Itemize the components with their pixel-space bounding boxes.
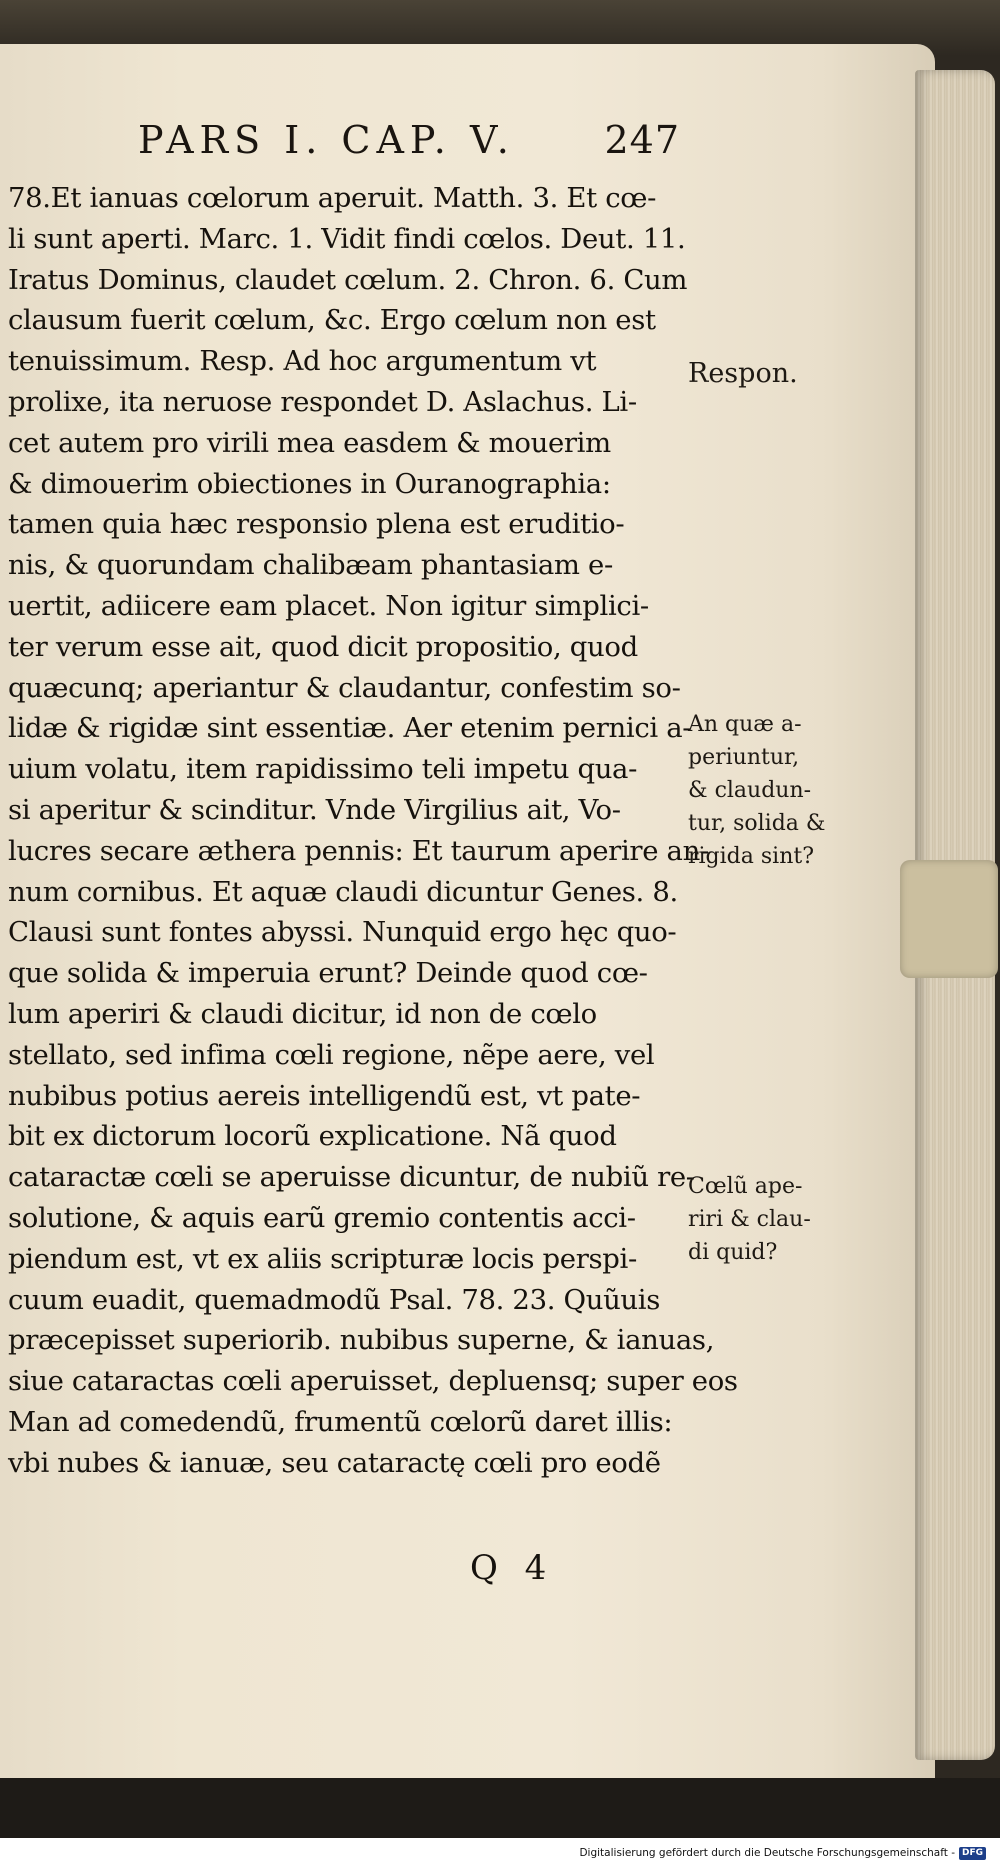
margin-note-aperiantur-4: tur, solida & [688, 811, 826, 836]
margin-note-respon: Respon. [688, 358, 798, 389]
text-line: bit ex dictorum locorũ explicatione. Nã quod [8, 1120, 617, 1153]
scan-bottom-band [0, 1778, 1000, 1838]
text-line: siue cataractas cœli aperuisset, depluensq; super eos [8, 1365, 738, 1398]
text-line: lucres secare æthera pennis: Et taurum aperire an- [8, 834, 709, 867]
text-line: Clausi sunt fontes abyssi. Nunquid ergo hęc quo- [8, 916, 677, 949]
margin-note-coelum-1: Cœlũ ape- [688, 1174, 803, 1199]
margin-note-coelum-3: di quid? [688, 1240, 778, 1265]
text-line: nubibus potius aereis intelligendũ est, vt pate- [8, 1079, 641, 1112]
margin-note-aperiantur-2: periuntur, [688, 745, 800, 770]
margin-note-aperiantur-1: An quæ a- [688, 712, 802, 737]
text-line: cataractæ cœli se aperuisse dicuntur, de nubiũ re- [8, 1161, 695, 1194]
text-line: præcepisset superiorib. nubibus superne, & ianuas, [8, 1324, 715, 1357]
text-line: piendum est, vt ex aliis scripturæ locis perspi- [8, 1242, 637, 1275]
text-line: Man ad comedendũ, frumentũ cœlorũ daret illis: [8, 1405, 673, 1438]
running-head: PARS I. CAP. V. [138, 118, 515, 162]
page-number: 247 [604, 118, 680, 162]
text-line: stellato, sed infima cœli regione, nẽpe aere, vel [8, 1038, 655, 1071]
text-line: nis, & quorundam chalibæam phantasiam e- [8, 549, 613, 582]
text-line: uium volatu, item rapidissimo teli impetu qua- [8, 753, 638, 786]
signature-mark: Q 4 [470, 1548, 555, 1588]
text-line: Iratus Dominus, claudet cœlum. 2. Chron. 6. Cum [8, 263, 688, 296]
text-line: clausum fuerit cœlum, &c. Ergo cœlum non est [8, 304, 656, 337]
page-header [120, 118, 680, 174]
margin-note-aperiantur-3: & claudun- [688, 778, 812, 803]
text-line: lum aperiri & claudi dicitur, id non de cœlo [8, 997, 597, 1030]
text-line: tenuissimum. Resp. Ad hoc argumentum vt [8, 345, 597, 378]
text-line: prolixe, ita neruose respondet D. Aslachus. Li- [8, 385, 637, 418]
margin-note-coelum-2: riri & clau- [688, 1207, 811, 1232]
text-line: quæcunq; aperiantur & claudantur, confestim so- [8, 671, 681, 704]
text-line: tamen quia hæc responsio plena est eruditio- [8, 508, 625, 541]
margin-note-aperiantur-5: rigida sint? [688, 844, 814, 869]
text-line: si aperitur & scinditur. Vnde Virgilius ait, Vo- [8, 793, 621, 826]
page-clip [900, 860, 998, 978]
text-line: que solida & imperuia erunt? Deinde quod cœ- [8, 957, 648, 990]
text-line: num cornibus. Et aquæ claudi dicuntur Genes. 8. [8, 875, 678, 908]
text-line: 78.Et ianuas cœlorum aperuit. Matth. 3. Et cœ- [8, 182, 657, 214]
text-line: uertit, adiicere eam placet. Non igitur simplici- [8, 589, 649, 622]
text-line: cuum euadit, quemadmodũ Psal. 78. 23. Quũuis [8, 1283, 660, 1316]
text-line: solutione, & aquis earũ gremio contentis acci- [8, 1201, 636, 1234]
text-line: ter verum esse ait, quod dicit propositio, quod [8, 630, 638, 663]
digitization-credit [575, 1843, 990, 1863]
dfg-logo-icon: DFG [959, 1847, 986, 1860]
text-line: vbi nubes & ianuæ, seu cataractę cœli pro eodẽ [8, 1446, 661, 1479]
text-line: lidæ & rigidæ sint essentiæ. Aer etenim pernici a- [8, 712, 692, 745]
text-line: & dimouerim obiectiones in Ouranographia: [8, 467, 611, 500]
credit-text: Digitalisierung gefördert durch die Deutsche Forschungsgemeinschaft - [579, 1847, 955, 1859]
text-line: li sunt aperti. Marc. 1. Vidit findi cœlos. Deut. 11. [8, 222, 686, 255]
text-line: cet autem pro virili mea easdem & mouerim [8, 426, 611, 459]
